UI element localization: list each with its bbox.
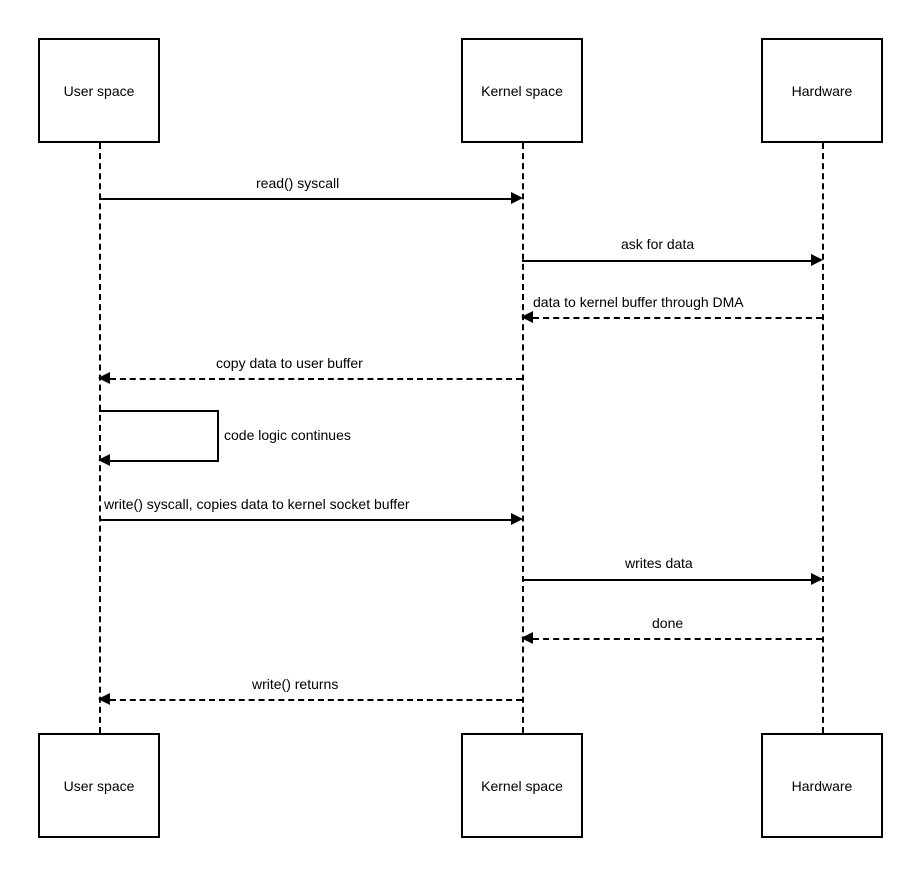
actor-label-user-top: User space (63, 82, 135, 99)
message-label-writes-data: writes data (625, 555, 693, 571)
message-arrowhead-done (521, 632, 533, 644)
message-label-write-returns: write() returns (252, 676, 339, 692)
lifeline-user (99, 143, 101, 733)
actor-box-kernel-top[interactable] (461, 38, 583, 143)
self-message-right-code-logic-continues (217, 410, 219, 460)
actor-box-hardware-top[interactable] (761, 38, 883, 143)
actor-label-user-bottom: User space (63, 777, 135, 794)
message-arrowhead-write-syscall (511, 513, 523, 525)
message-arrowhead-read-syscall (511, 192, 523, 204)
actor-label-hardware-top: Hardware (791, 82, 853, 99)
message-line-writes-data (522, 579, 811, 581)
actor-box-user-bottom[interactable] (38, 733, 160, 838)
actor-label-hardware-bottom: Hardware (791, 777, 853, 794)
message-arrowhead-write-returns (98, 693, 110, 705)
message-line-done (533, 638, 822, 640)
message-line-ask-for-data (522, 260, 811, 262)
message-arrowhead-writes-data (811, 573, 823, 585)
message-line-write-returns (110, 699, 522, 701)
lifeline-hardware (822, 143, 824, 733)
actor-label-kernel-top: Kernel space (481, 82, 563, 99)
message-label-done: done (652, 615, 684, 631)
message-label-data-to-kernel-buffer: data to kernel buffer through DMA (533, 294, 744, 310)
message-arrowhead-data-to-kernel-buffer (521, 311, 533, 323)
message-label-write-syscall: write() syscall, copies data to kernel socket buffer (104, 496, 410, 512)
message-arrowhead-ask-for-data (811, 254, 823, 266)
lifeline-kernel (522, 143, 524, 733)
message-label-copy-data-to-user-buffer: copy data to user buffer (216, 355, 363, 371)
actor-box-hardware-bottom[interactable] (761, 733, 883, 838)
message-arrowhead-copy-data-to-user-buffer (98, 372, 110, 384)
message-label-code-logic-continues: code logic continues (224, 427, 351, 443)
self-message-bottom-code-logic-continues (110, 460, 219, 462)
actor-box-kernel-bottom[interactable] (461, 733, 583, 838)
actor-label-kernel-bottom: Kernel space (481, 777, 563, 794)
self-message-arrowhead-code-logic-continues (98, 454, 110, 466)
message-line-write-syscall (99, 519, 511, 521)
message-label-ask-for-data: ask for data (621, 236, 695, 252)
self-message-top-code-logic-continues (99, 410, 219, 412)
message-line-read-syscall (99, 198, 511, 200)
message-label-read-syscall: read() syscall (256, 175, 340, 191)
actor-box-user-top[interactable] (38, 38, 160, 143)
message-line-data-to-kernel-buffer (533, 317, 822, 319)
message-line-copy-data-to-user-buffer (110, 378, 522, 380)
